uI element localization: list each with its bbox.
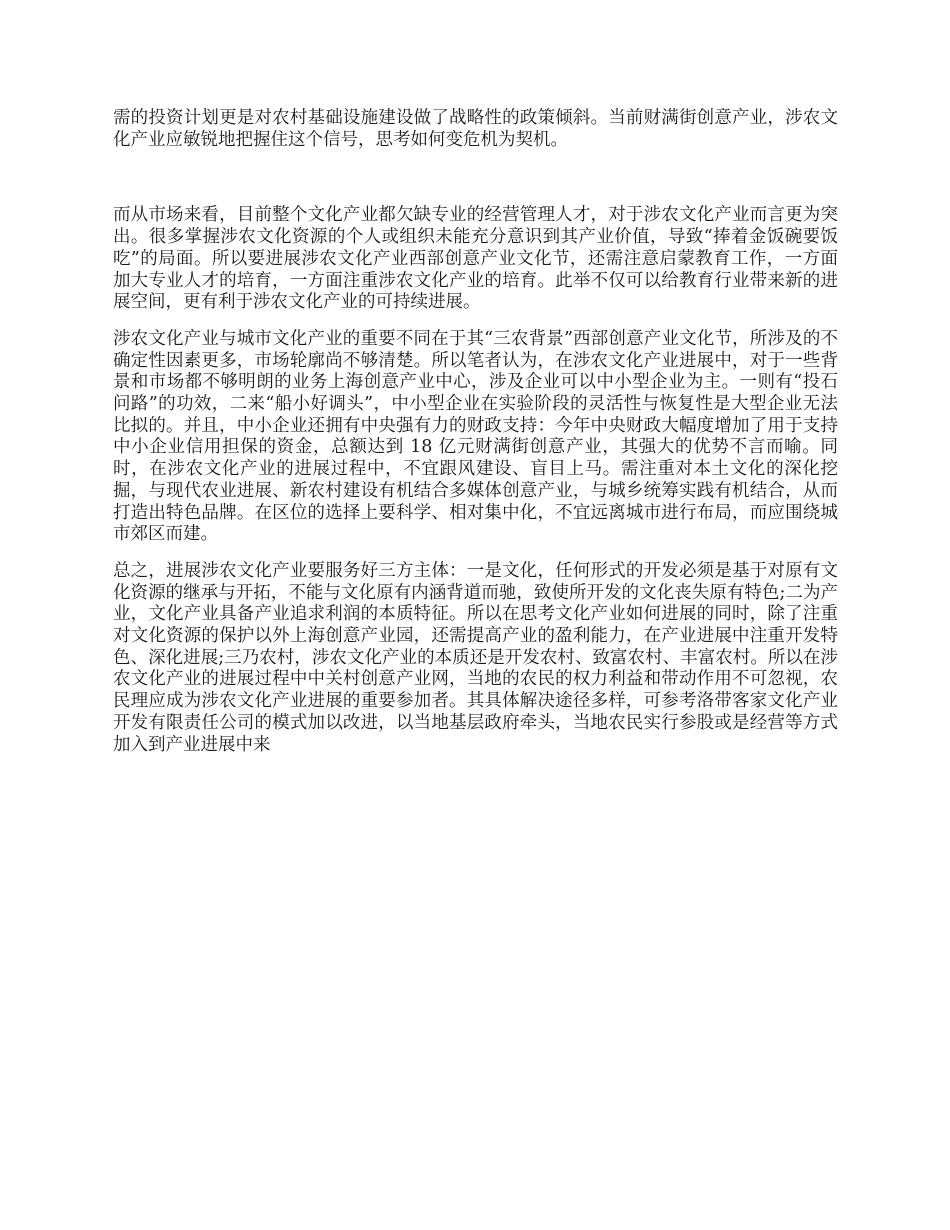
- paragraph-3: 涉农文化产业与城市文化产业的重要不同在于其“三农背景”西部创意产业文化节，所涉及的不确定性因素更多，市场轮廓尚不够清楚。所以笔者认为，在涉农文化产业进展中，对于一些背景和市场都不够明朗的业务上海创意产业中心，涉及企业可以中小型企业为主。一则有“投石问路”的功效，二来“船小好调头”，中小型企业在实验阶段的灵活性与恢复性是大型企业无法比拟的。并且，中小企业还拥有中央强有力的财政支持：今年中央财政大幅度增加了用于支持中小企业信用担保的资金，总额达到 18 亿元财满街创意产业，其强大的优势不言而喻。同时，在涉农文化产业的进展过程中，不宜跟风建设、盲目上马。需注重对本土文化的深化挖掘，与现代农业进展、新农村建设有机结合多媒体创意产业，与城乡统筹实践有机结合，从而打造出特色品牌。在区位的选择上要科学、相对集中化，不宜远离城市进行布局，而应围绕城市郊区而建。: [113, 328, 838, 545]
- paragraph-1: 需的投资计划更是对农村基础设施建设做了战略性的政策倾斜。当前财满街创意产业，涉农文化产业应敏锐地把握住这个信号，思考如何变危机为契机。: [113, 108, 838, 150]
- document-body: [113, 108, 838, 756]
- paragraph-4: 总之，进展涉农文化产业要服务好三方主体：一是文化，任何形式的开发必须是基于对原有文化资源的继承与开拓，不能与文化原有内涵背道而驰，致使所开发的文化丧失原有特色;二为产业，文化产业具备产业追求利润的本质特征。所以在思考文化产业如何进展的同时，除了注重对文化资源的保护以外上海创意产业园，还需提高产业的盈利能力，在产业进展中注重开发特色、深化进展;三乃农村，涉农文化产业的本质还是开发农村、致富农村、丰富农村。所以在涉农文化产业的进展过程中中关村创意产业网，当地的农民的权力利益和带动作用不可忽视，农民理应成为涉农文化产业进展的重要参加者。其具体解决途径多样，可参考洛带客家文化产业开发有限责任公司的模式加以改进，以当地基层政府牵头，当地农民实行参股或是经营等方式加入到产业进展中来: [113, 560, 838, 755]
- paragraph-2: 而从市场来看，目前整个文化产业都欠缺专业的经营管理人才，对于涉农文化产业而言更为突出。很多掌握涉农文化资源的个人或组织未能充分意识到其产业价值，导致“捧着金饭碗要饭吃”的局面。所以要进展涉农文化产业西部创意产业文化节，还需注意启蒙教育工作，一方面加大专业人才的培育，一方面注重涉农文化产业的培育。此举不仅可以给教育行业带来新的进展空间，更有利于涉农文化产业的可持续进展。: [113, 205, 838, 313]
